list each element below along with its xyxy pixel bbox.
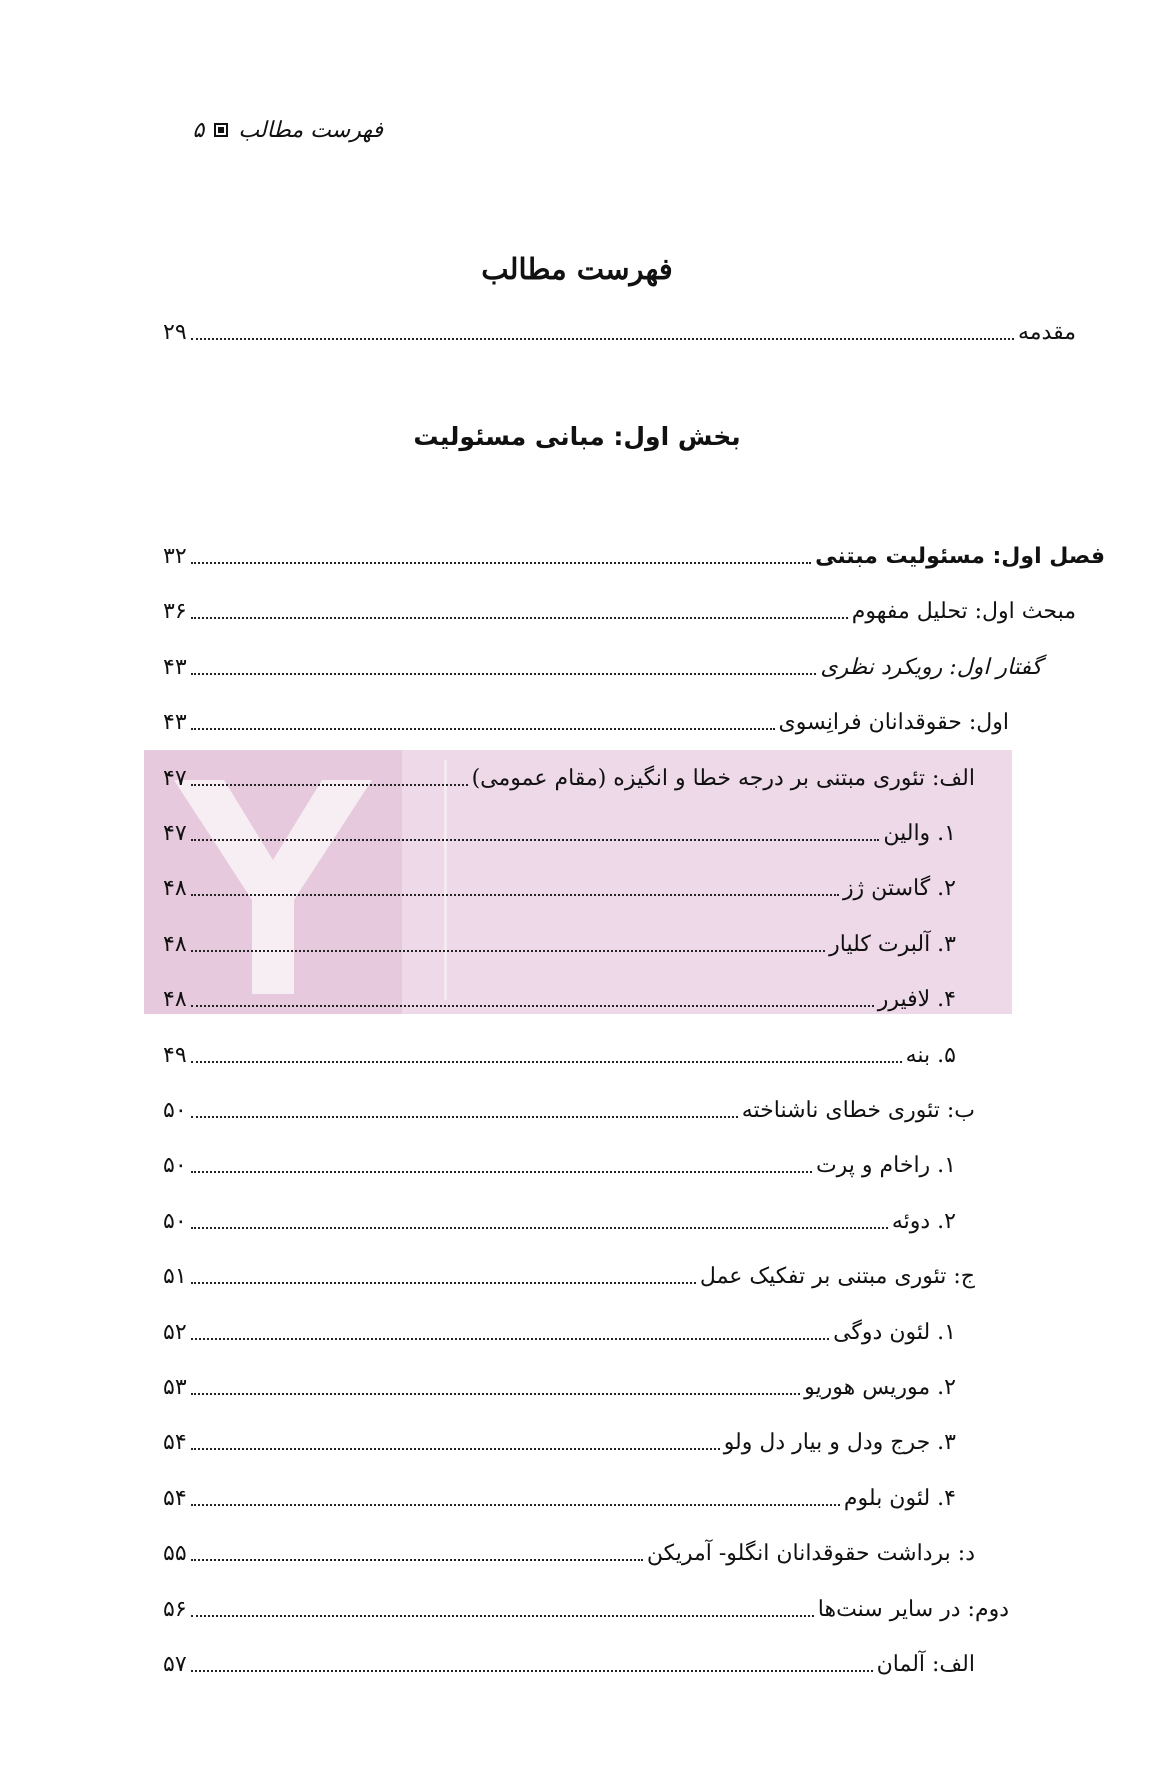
- toc-entry-page: ۵۱: [163, 1264, 187, 1290]
- dot-leader: [191, 1171, 812, 1173]
- dot-leader: [191, 1504, 840, 1506]
- toc-title: فهرست مطالب: [481, 252, 673, 286]
- toc-entry-page: ۵۳: [163, 1375, 187, 1400]
- toc-entry-label: ۴. لافیرر: [877, 987, 956, 1013]
- toc-entry[interactable]: [163, 1031, 956, 1071]
- toc-entry[interactable]: [163, 1474, 956, 1514]
- dot-leader: [191, 1338, 829, 1340]
- toc-entry[interactable]: [163, 1086, 975, 1126]
- dot-leader: [191, 1282, 696, 1284]
- toc-entry-page: ۴۸: [163, 876, 187, 902]
- toc-entry-page: ۴۳: [163, 710, 187, 736]
- toc-entry-label: ۳. آلبرت کلیار: [829, 931, 956, 957]
- toc-entry-page: ۵۷: [163, 1652, 187, 1677]
- toc-entry[interactable]: [163, 864, 956, 904]
- toc-entry[interactable]: [163, 643, 1042, 683]
- toc-entry-page: ۴۸: [163, 987, 187, 1013]
- toc-entry-label: مقدمه: [1017, 320, 1076, 345]
- dot-leader: [191, 338, 1014, 340]
- toc-entry[interactable]: [163, 975, 956, 1015]
- toc-entry-page: ۵۰: [163, 1153, 187, 1179]
- toc-entry[interactable]: [163, 1529, 975, 1569]
- dot-leader: [191, 839, 880, 841]
- toc-entry-label: الف: تئوری مبتنی بر درجه خطا و انگیزه (مقام عمومی): [471, 765, 975, 791]
- toc-entry-label: د: برداشت حقوقدانان انگلو- آمریکن: [646, 1541, 975, 1567]
- dot-leader: [191, 1116, 738, 1118]
- dot-leader: [191, 1559, 643, 1561]
- toc-entry-page: ۳۶: [163, 599, 187, 625]
- dot-leader: [191, 1448, 720, 1450]
- toc-entry[interactable]: [163, 1308, 956, 1348]
- toc-entry-page: ۴۳: [163, 654, 187, 680]
- toc-entry-page: ۴۹: [163, 1042, 187, 1068]
- dot-leader: [191, 1393, 801, 1395]
- dot-leader: [191, 617, 848, 619]
- toc-entry-page: ۵۴: [163, 1485, 187, 1511]
- dot-leader: [191, 1227, 888, 1229]
- toc-entry[interactable]: [163, 1252, 975, 1292]
- dot-leader: [191, 784, 468, 786]
- toc-entry-page: ۵۴: [163, 1430, 187, 1456]
- toc-entry-page: ۵۶: [163, 1596, 187, 1622]
- toc-entry-page: ۴۸: [163, 931, 187, 957]
- square-bullet-icon: [214, 123, 228, 137]
- toc-entry-page: ۳۲: [163, 544, 187, 569]
- toc-entry[interactable]: [163, 1418, 956, 1458]
- toc-entry-label: الف: آلمان: [876, 1652, 975, 1677]
- toc-entry[interactable]: [163, 920, 956, 960]
- toc-entry-label: ۵. بنه: [905, 1042, 956, 1068]
- toc-entry-label: اول: حقوقدانان فرانِسوی: [778, 710, 1009, 736]
- toc-entry[interactable]: [163, 1640, 975, 1680]
- toc-entry[interactable]: [163, 532, 1105, 572]
- toc-entry-label: ب: تئوری خطای ناشناخته: [741, 1098, 975, 1123]
- toc-entry[interactable]: [163, 587, 1076, 627]
- toc-entry-page: ۲۹: [163, 320, 187, 345]
- toc-entry-label: گفتار اول: رویکرد نظری: [820, 654, 1042, 680]
- toc-entry[interactable]: [163, 698, 1009, 738]
- toc-entry-label: ۲. گاستن ژز: [842, 876, 956, 902]
- toc-entry-label: ۳. جرج ودل و بیار دل ولو: [723, 1430, 956, 1456]
- toc-entry-page: ۵۰: [163, 1208, 187, 1234]
- part-title: بخش اول: مبانی مسئولیت: [413, 422, 741, 451]
- dot-leader: [191, 728, 775, 730]
- toc-entry[interactable]: [163, 754, 975, 794]
- toc-entry-page: ۵۲: [163, 1319, 187, 1345]
- dot-leader: [191, 673, 817, 675]
- dot-leader: [191, 950, 826, 952]
- toc-entry-label: ۱. والین: [883, 821, 956, 846]
- toc-entry[interactable]: [163, 1197, 956, 1237]
- running-header: [163, 112, 383, 148]
- dot-leader: [191, 1670, 873, 1672]
- toc-entry-page: ۴۷: [163, 765, 187, 791]
- running-header-title: فهرست مطالب: [238, 117, 383, 143]
- toc-entry-label: ج: تئوری مبتنی بر تفکیک عمل: [699, 1264, 975, 1290]
- dot-leader: [191, 1615, 814, 1617]
- toc-entry-label: مبحث اول: تحلیل مفهوم: [851, 599, 1076, 625]
- toc-entry-page: ۵۰: [163, 1098, 187, 1123]
- toc-entry-page: ۵۵: [163, 1541, 187, 1567]
- toc-entry-intro[interactable]: [163, 308, 1076, 348]
- dot-leader: [191, 1005, 874, 1007]
- toc-entry[interactable]: [163, 1141, 956, 1181]
- toc-entry-label: ۴. لئون بلوم: [843, 1485, 956, 1511]
- running-header-page: ۵: [192, 117, 205, 143]
- toc-entry-label: فصل اول: مسئولیت مبتنی: [815, 544, 1105, 569]
- dot-leader: [191, 562, 811, 564]
- toc-entry[interactable]: [163, 1363, 956, 1403]
- toc-entry-label: ۱. لئون دوگی: [833, 1319, 956, 1345]
- toc-entry-label: دوم: در سایر سنت‌ها: [817, 1596, 1009, 1622]
- toc-entry-label: ۱. راخام و پرت: [815, 1153, 956, 1179]
- toc-entry[interactable]: [163, 809, 956, 849]
- toc-entry-label: ۲. موریس هوریو: [804, 1375, 956, 1400]
- toc-entry-page: ۴۷: [163, 821, 187, 846]
- dot-leader: [191, 894, 839, 896]
- toc-entry[interactable]: [163, 1585, 1009, 1625]
- dot-leader: [191, 1061, 902, 1063]
- toc-entry-label: ۲. دوئه: [891, 1208, 956, 1234]
